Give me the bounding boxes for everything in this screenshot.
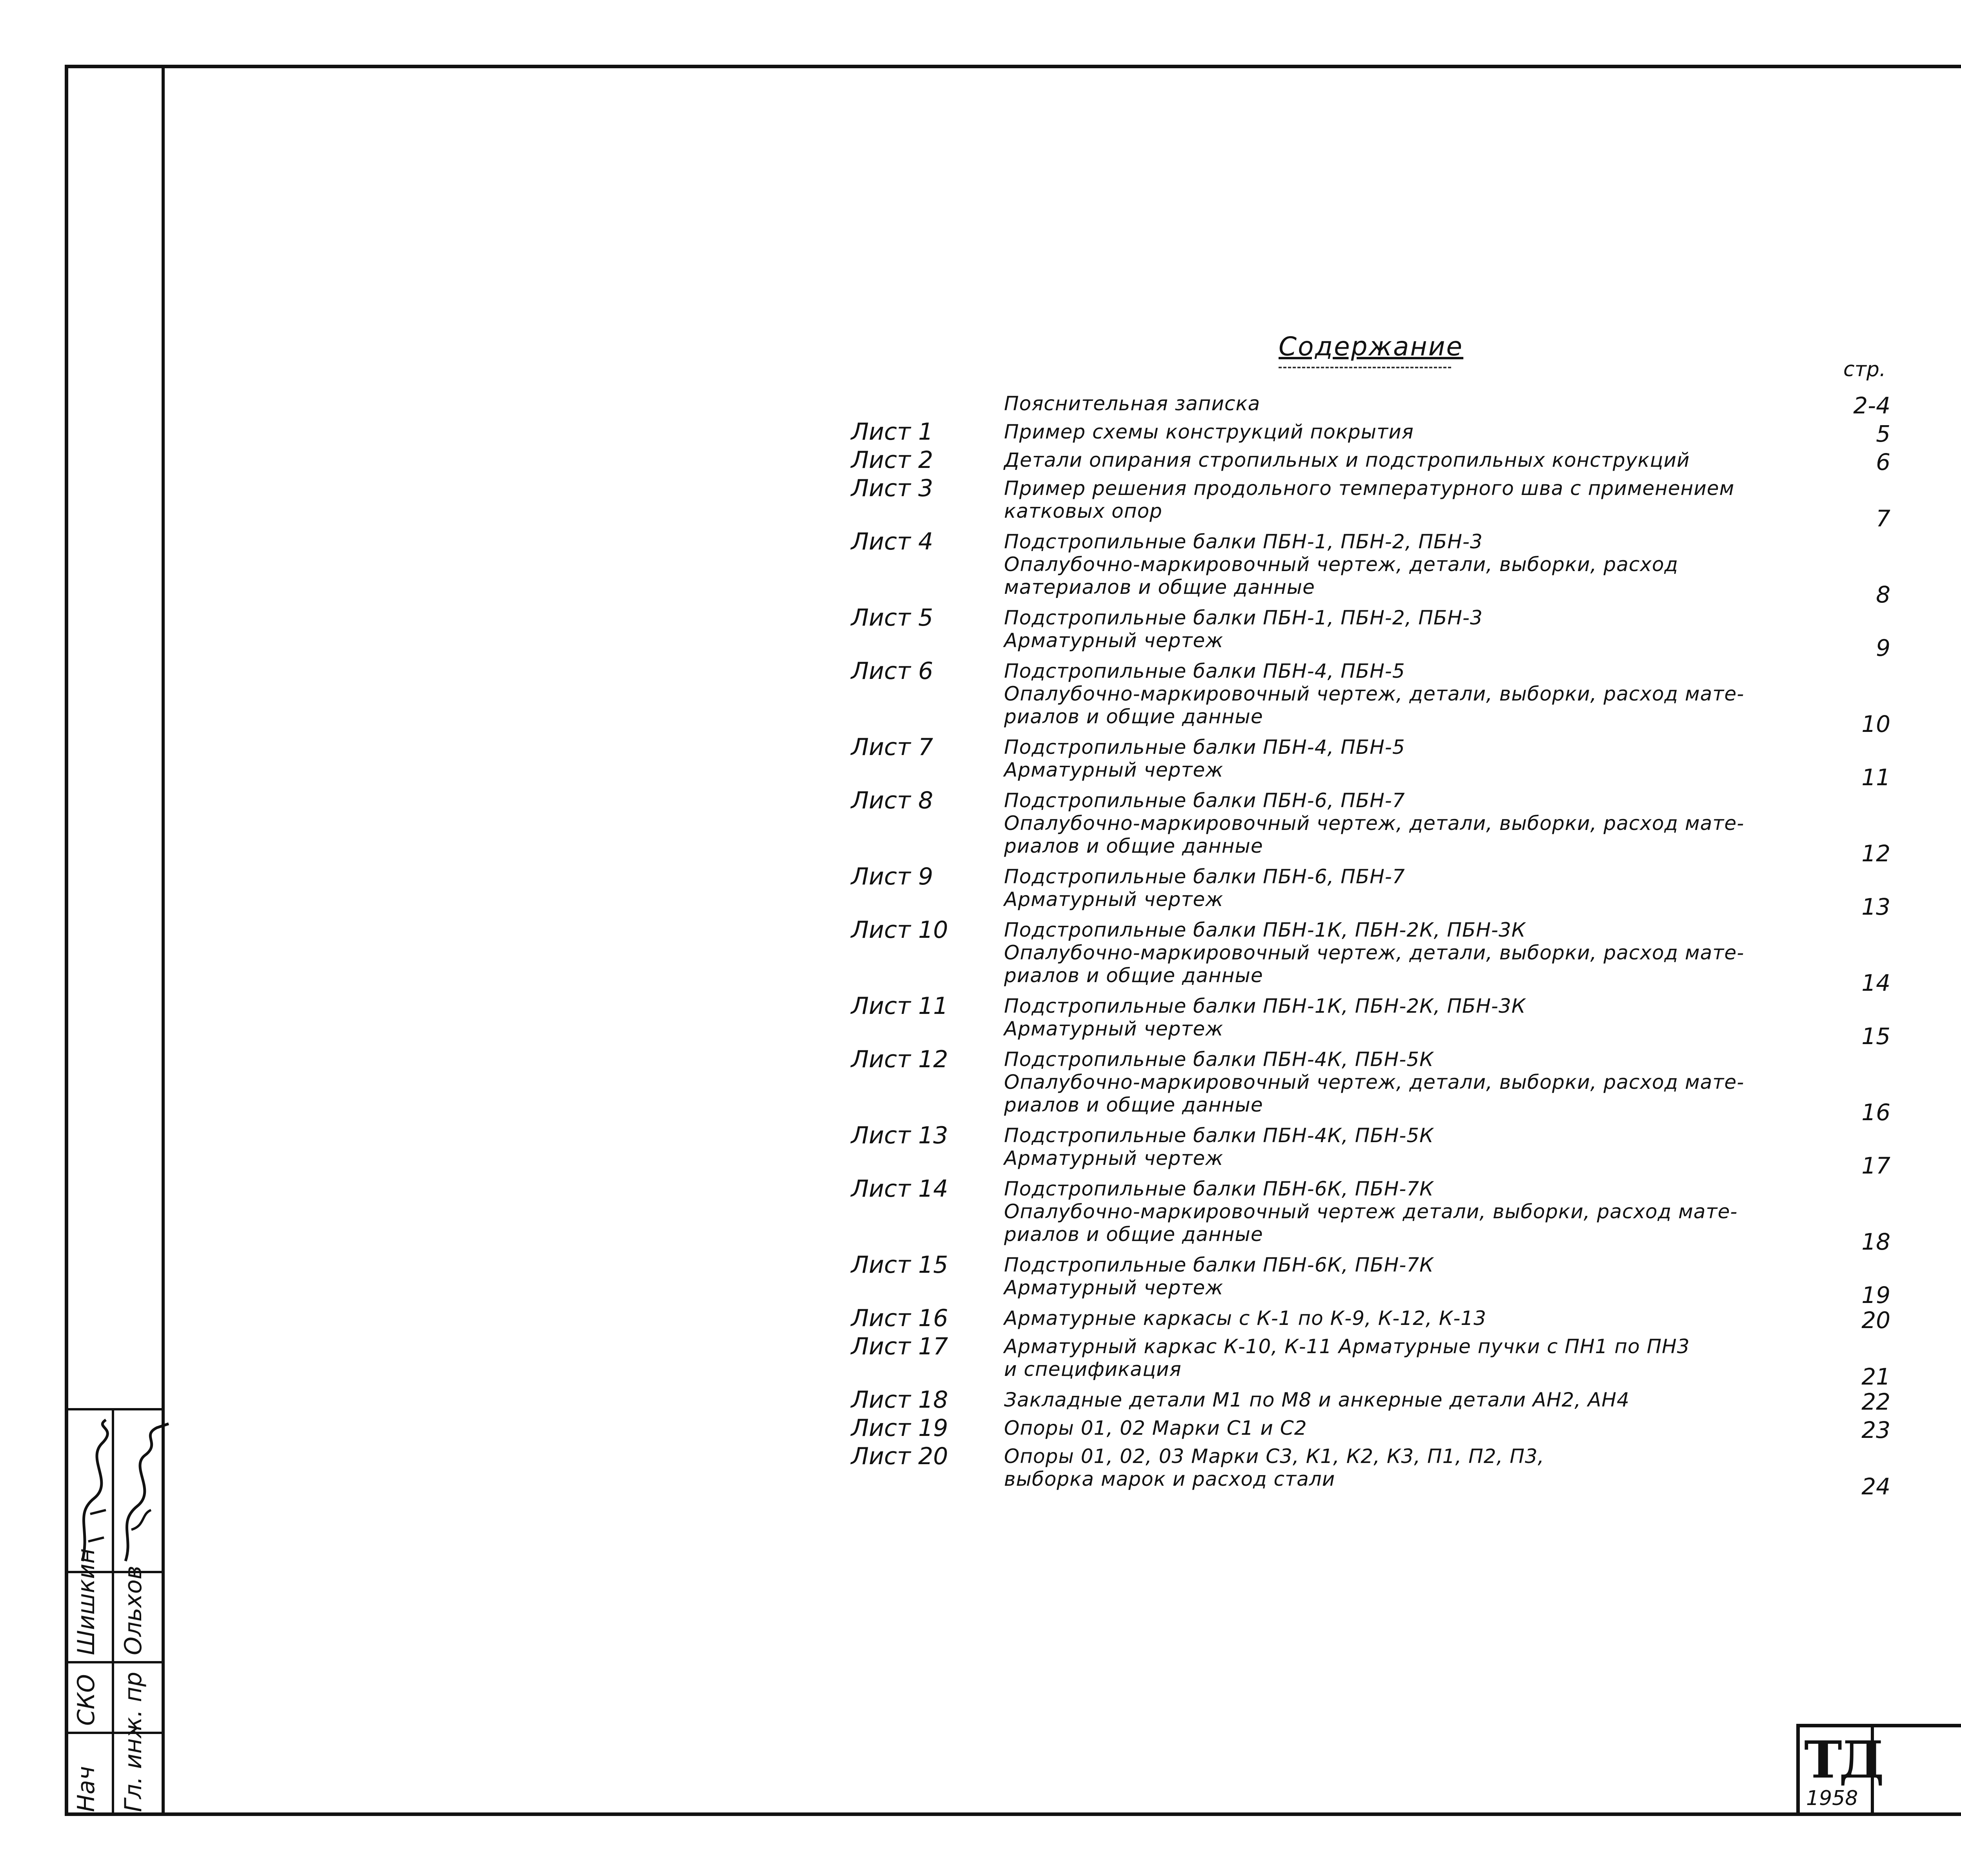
toc-page-number: 23 xyxy=(1861,1417,1890,1443)
toc-sheet-number: Лист 9 xyxy=(851,863,933,890)
toc-page-number: 6 xyxy=(1876,449,1890,475)
toc-description-line: Опалубочно-маркировочный чертеж, детали, выборки, расход xyxy=(1004,553,1679,576)
toc-sheet-number: Лист 12 xyxy=(851,1046,948,1073)
toc-description-line: риалов и общие данные xyxy=(1004,705,1263,728)
toc-page-number: 9 xyxy=(1876,635,1890,661)
toc-description-line: Подстропильные балки ПБН-6К, ПБН-7К xyxy=(1004,1177,1434,1200)
toc-description-line: Опалубочно-маркировочный чертеж, детали, выборки, расход мате- xyxy=(1004,812,1745,835)
toc-sheet-number: Лист 11 xyxy=(851,992,948,1020)
toc-description-line: Подстропильные балки ПБН-6, ПБН-7 xyxy=(1004,789,1405,812)
toc-description-line: Опоры 01, 02, 03 Марки С3, К1, К2, К3, П1, П2, П3, xyxy=(1004,1445,1544,1468)
toc-description-line: риалов и общие данные xyxy=(1004,1094,1263,1116)
toc-sheet-number: Лист 20 xyxy=(851,1443,948,1470)
toc-description-line: Арматурный чертеж xyxy=(1004,1147,1224,1170)
toc-page-number: 5 xyxy=(1876,420,1890,447)
page-title: Содержание xyxy=(1279,331,1464,362)
toc-sheet-number: Лист 1 xyxy=(851,418,933,446)
toc-sheet-number: Лист 10 xyxy=(851,916,948,944)
toc-page-number: 22 xyxy=(1861,1388,1890,1415)
toc-page-number: 21 xyxy=(1861,1363,1890,1390)
toc-description-line: Закладные детали М1 по М8 и анкерные детали АН2, АН4 xyxy=(1004,1388,1630,1411)
toc-description-line: Арматурные каркасы с К-1 по К-9, К-12, К-13 xyxy=(1004,1307,1486,1330)
toc-page-number: 19 xyxy=(1861,1282,1890,1308)
title-underline xyxy=(1279,367,1451,371)
toc-description-line: выборка марок и расход стали xyxy=(1004,1468,1335,1490)
toc-description-line: риалов и общие данные xyxy=(1004,964,1263,987)
toc-description-line: Детали опирания стропильных и подстропильных конструкций xyxy=(1004,449,1690,471)
toc-sheet-number: Лист 2 xyxy=(851,446,933,474)
toc-description-line: Опалубочно-маркировочный чертеж, детали, выборки, расход мате- xyxy=(1004,941,1745,964)
toc-sheet-number: Лист 6 xyxy=(851,657,933,685)
toc-page-number: 12 xyxy=(1861,840,1890,867)
toc-description-line: и спецификация xyxy=(1004,1358,1182,1381)
toc-sheet-number: Лист 3 xyxy=(851,475,933,502)
toc-description-line: Опоры 01, 02 Марки С1 и С2 xyxy=(1004,1417,1307,1439)
toc-page-number: 10 xyxy=(1861,711,1890,737)
toc-page-number: 20 xyxy=(1861,1307,1890,1334)
toc-description-line: Подстропильные балки ПБН-6, ПБН-7 xyxy=(1004,865,1405,888)
toc-sheet-number: Лист 15 xyxy=(851,1251,948,1279)
toc-page-number: 17 xyxy=(1861,1152,1890,1179)
toc-description-line: Арматурный каркас К-10, К-11 Арматурные пучки с ПН1 по ПН3 xyxy=(1004,1335,1690,1358)
toc-description-line: Пример решения продольного температурного шва с применением xyxy=(1004,477,1735,500)
toc-description-line: Подстропильные балки ПБН-1, ПБН-2, ПБН-3 xyxy=(1004,530,1483,553)
publisher-logo: ТД xyxy=(1804,1730,1881,1790)
toc-sheet-number: Лист 8 xyxy=(851,787,933,814)
signature-name-1: Шишкин xyxy=(73,1548,100,1655)
signature-org-1: СКО xyxy=(73,1674,100,1726)
toc-page-number: 7 xyxy=(1876,505,1890,532)
toc-sheet-number: Лист 7 xyxy=(851,733,933,761)
toc-page-number: 24 xyxy=(1861,1473,1890,1500)
toc-description-line: Подстропильные балки ПБН-6К, ПБН-7К xyxy=(1004,1254,1434,1276)
toc-sheet-number: Лист 18 xyxy=(851,1386,948,1414)
toc-sheet-number: Лист 19 xyxy=(851,1414,948,1442)
toc-description-line: Подстропильные балки ПБН-1К, ПБН-2К, ПБН-3К xyxy=(1004,919,1526,941)
toc-description-line: Пример схемы конструкций покрытия xyxy=(1004,420,1414,443)
toc-description-line: Подстропильные балки ПБН-1К, ПБН-2К, ПБН-3К xyxy=(1004,995,1526,1017)
toc-sheet-number: Лист 17 xyxy=(851,1333,948,1360)
signature-row-divider-3 xyxy=(65,1732,165,1734)
toc-description-line: Подстропильные балки ПБН-4К, ПБН-5К xyxy=(1004,1048,1434,1071)
toc-description-line: Подстропильные балки ПБН-1, ПБН-2, ПБН-3 xyxy=(1004,606,1483,629)
toc-description-line: Арматурный чертеж xyxy=(1004,1276,1224,1299)
toc-description-line: Опалубочно-маркировочный чертеж, детали, выборки, расход мате- xyxy=(1004,1071,1745,1094)
signature-name-2: Ольхов xyxy=(120,1565,147,1655)
toc-page-number: 13 xyxy=(1861,893,1890,920)
toc-description-line: риалов и общие данные xyxy=(1004,835,1263,857)
toc-sheet-number: Лист 5 xyxy=(851,604,933,631)
toc-description-line: Арматурный чертеж xyxy=(1004,759,1224,781)
toc-description-line: Подстропильные балки ПБН-4, ПБН-5 xyxy=(1004,660,1405,682)
handwritten-signatures xyxy=(67,1412,173,1569)
toc-description-line: Подстропильные балки ПБН-4К, ПБН-5К xyxy=(1004,1124,1434,1147)
toc-description-line: материалов и общие данные xyxy=(1004,576,1315,599)
toc-page-number: 16 xyxy=(1861,1099,1890,1126)
toc-sheet-number: Лист 13 xyxy=(851,1122,948,1149)
toc-description-line: Пояснительная записка xyxy=(1004,392,1261,415)
toc-description-line: Подстропильные балки ПБН-4, ПБН-5 xyxy=(1004,736,1405,759)
toc-sheet-number: Лист 16 xyxy=(851,1305,948,1332)
toc-description-line: Опалубочно-маркировочный чертеж детали, выборки, расход мате- xyxy=(1004,1200,1738,1223)
toc-sheet-number: Лист 4 xyxy=(851,528,933,555)
toc-page-number: 11 xyxy=(1861,764,1890,791)
signature-role-1: Нач xyxy=(73,1766,100,1812)
toc-description-line: Арматурный чертеж xyxy=(1004,629,1224,652)
page-column-header: стр. xyxy=(1843,358,1886,381)
signature-role-2: Гл. инж. пр xyxy=(120,1672,147,1812)
toc-description-line: риалов и общие данные xyxy=(1004,1223,1263,1246)
toc-page-number: 8 xyxy=(1876,581,1890,608)
toc-sheet-number: Лист 14 xyxy=(851,1175,948,1203)
signature-block-top xyxy=(65,1408,165,1410)
toc-page-number: 15 xyxy=(1861,1023,1890,1050)
toc-page-number: 18 xyxy=(1861,1228,1890,1255)
toc-description-line: катковых опор xyxy=(1004,500,1162,522)
toc-description-line: Арматурный чертеж xyxy=(1004,888,1224,911)
toc-description-line: Арматурный чертеж xyxy=(1004,1017,1224,1040)
signature-row-divider-2 xyxy=(65,1661,165,1663)
toc-description-line: Опалубочно-маркировочный чертеж, детали, выборки, расход мате- xyxy=(1004,682,1745,705)
publisher-year: 1958 xyxy=(1806,1787,1858,1810)
toc-page-number: 14 xyxy=(1861,970,1890,996)
toc-page-number: 2-4 xyxy=(1853,392,1890,419)
